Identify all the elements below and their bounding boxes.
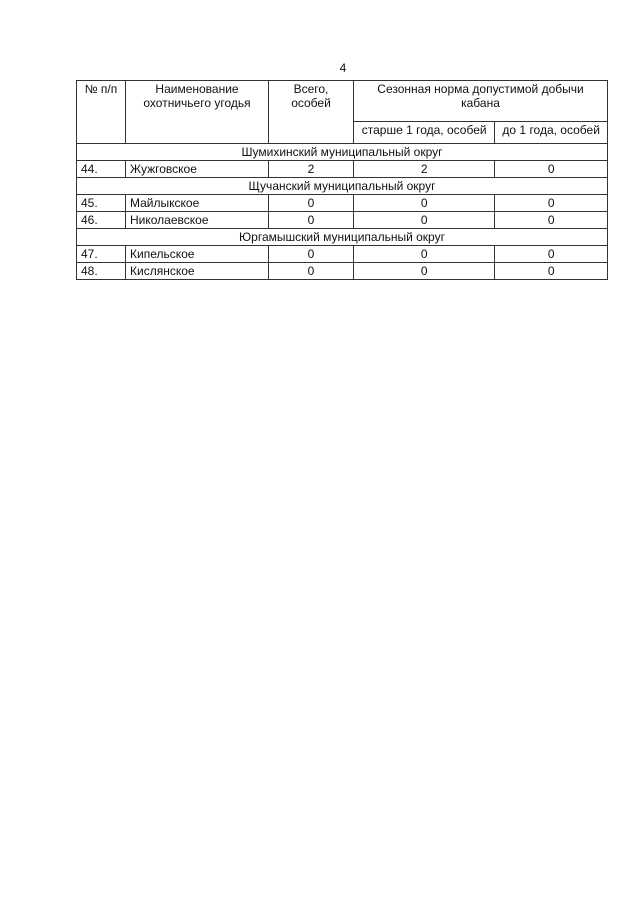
table-row xyxy=(77,263,608,280)
row-younger: 0 xyxy=(495,212,608,229)
row-younger: 0 xyxy=(495,263,608,280)
header-number: № п/п xyxy=(77,81,126,144)
header-season-norm: Сезонная норма допустимой добычи кабана xyxy=(354,81,608,122)
header-younger-than-1-year: до 1 года, особей xyxy=(495,121,608,143)
row-total: 0 xyxy=(269,263,354,280)
row-older: 0 xyxy=(354,246,495,263)
row-total: 0 xyxy=(269,212,354,229)
row-name: Жужговское xyxy=(126,161,269,178)
row-number: 47. xyxy=(77,246,126,263)
row-younger: 0 xyxy=(495,195,608,212)
table-row xyxy=(77,246,608,263)
row-younger: 0 xyxy=(495,246,608,263)
row-younger: 0 xyxy=(495,161,608,178)
header-older-than-1-year: старше 1 года, особей xyxy=(354,121,495,143)
table-row xyxy=(77,195,608,212)
row-name: Майлыкское xyxy=(126,195,269,212)
table-row xyxy=(77,212,608,229)
group-row xyxy=(77,178,608,195)
group-title: Щучанский муниципальный округ xyxy=(77,178,608,195)
row-name: Кислянское xyxy=(126,263,269,280)
header-hunting-ground-name: Наименование охотничьего угодья xyxy=(126,81,269,144)
row-number: 46. xyxy=(77,212,126,229)
group-title: Юргамышский муниципальный округ xyxy=(77,229,608,246)
row-name: Николаевское xyxy=(126,212,269,229)
row-number: 45. xyxy=(77,195,126,212)
row-older: 0 xyxy=(354,195,495,212)
row-total: 0 xyxy=(269,195,354,212)
row-older: 0 xyxy=(354,263,495,280)
header-total: Всего, особей xyxy=(269,81,354,144)
row-total: 2 xyxy=(269,161,354,178)
row-older: 2 xyxy=(354,161,495,178)
table-row xyxy=(77,161,608,178)
row-older: 0 xyxy=(354,212,495,229)
group-title: Шумихинский муниципальный округ xyxy=(77,144,608,161)
page-number: 4 xyxy=(339,61,347,75)
hunting-quota-table xyxy=(76,80,608,280)
row-name: Кипельское xyxy=(126,246,269,263)
group-row xyxy=(77,144,608,161)
row-number: 48. xyxy=(77,263,126,280)
row-total: 0 xyxy=(269,246,354,263)
group-row xyxy=(77,229,608,246)
row-number: 44. xyxy=(77,161,126,178)
